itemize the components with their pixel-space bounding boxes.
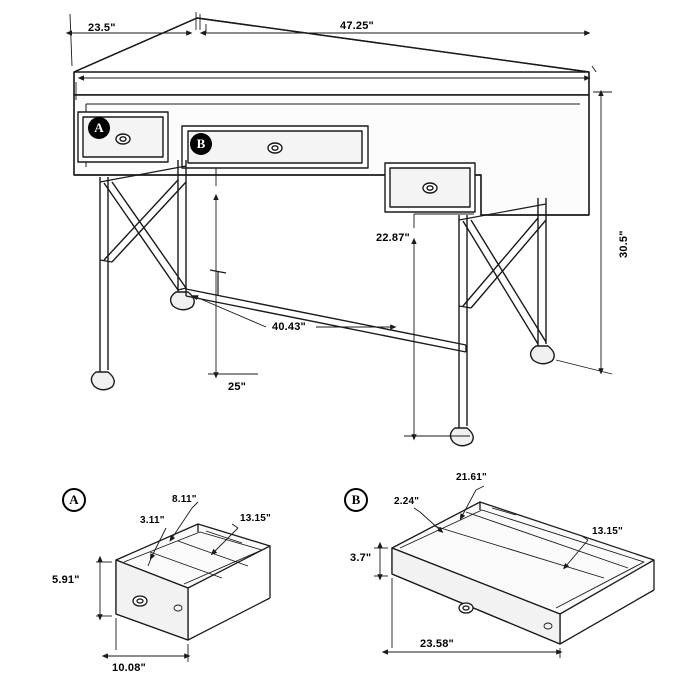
- callout-b-detail[interactable]: B: [344, 488, 368, 512]
- dim-label-stretcher-length: 40.43": [272, 321, 306, 333]
- dim-label-leg-height: 25": [228, 381, 247, 393]
- dim-label-a-depth: 13.15": [240, 513, 271, 524]
- dim-label-b-front-width: 23.58": [420, 638, 454, 650]
- dim-label-depth: 23.5": [88, 22, 116, 34]
- dim-label-clearance-drawer: 22.87": [376, 232, 410, 244]
- desk-body: [74, 18, 589, 446]
- callout-b-main[interactable]: B: [190, 133, 212, 155]
- dim-label-b-front-height: 3.7": [350, 552, 372, 564]
- drawer-b-geometry: [392, 502, 654, 644]
- dim-label-a-inner-length: 8.11": [172, 494, 197, 505]
- dim-label-b-inner-width: 2.24": [394, 496, 420, 507]
- dim-label-width: 47.25": [340, 20, 374, 32]
- dim-label-b-inner-length: 21.61": [456, 472, 487, 483]
- dim-label-b-depth: 13.15": [592, 526, 623, 537]
- callout-a-main[interactable]: A: [88, 117, 110, 139]
- dim-label-height: 30.5": [618, 230, 630, 258]
- dim-label-a-front-height: 5.91": [52, 574, 80, 586]
- dim-label-a-front-width: 10.08": [112, 662, 146, 674]
- callout-a-detail[interactable]: A: [62, 488, 86, 512]
- dim-label-a-inner-width: 3.11": [140, 515, 165, 526]
- drawer-a-geometry: [116, 524, 270, 640]
